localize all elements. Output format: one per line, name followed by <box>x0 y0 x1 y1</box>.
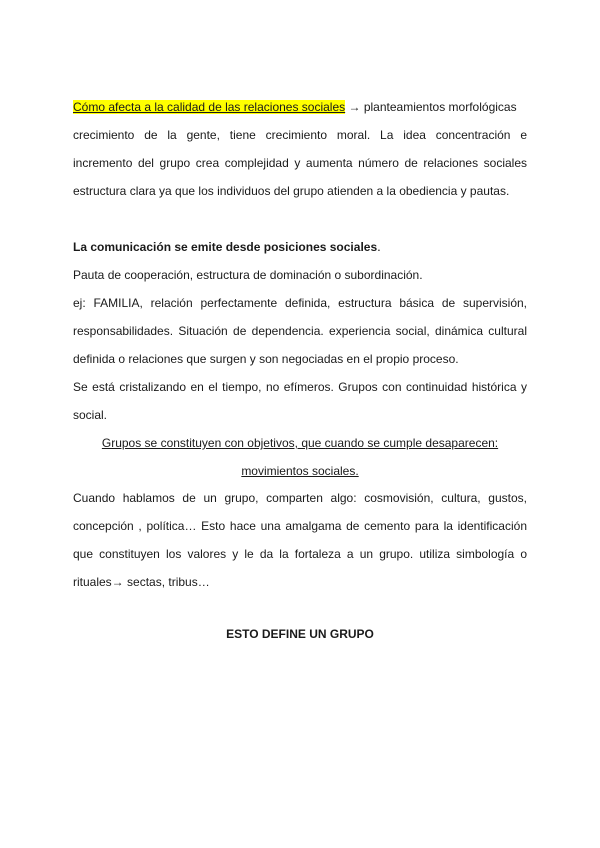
underlined-text: movimientos sociales. <box>241 464 359 478</box>
paragraph-line: rituales→ sectas, tribus… <box>73 575 210 589</box>
heading-period: . <box>377 239 381 254</box>
paragraph-grupo <box>73 484 527 596</box>
paragraph-relaciones <box>73 93 527 205</box>
centered-line <box>73 457 527 485</box>
line-text: → planteamientos morfológicas <box>348 100 517 114</box>
heading-text: La comunicación se emite desde posiciones sociales <box>73 240 378 254</box>
paragraph-line <box>73 93 527 121</box>
paragraph-line: estructura clara ya que los individuos del grupo atienden a la obediencia y pautas. <box>73 184 510 198</box>
closing-statement <box>73 620 527 648</box>
paragraph-line: social. <box>73 408 108 422</box>
centered-line <box>73 429 527 457</box>
paragraph-line: ej: FAMILIA, relación perfectamente definida, estructura básica de supervisión, <box>73 296 527 310</box>
paragraph-line: Cuando hablamos de un grupo, comparten algo: cosmovisión, cultura, gustos, <box>73 491 527 505</box>
underlined-text: Grupos se constituyen con objetivos, que cuando se cumple desaparecen: <box>101 436 499 450</box>
highlighted-heading: Cómo afecta a la calidad de las relaciones sociales <box>73 100 346 114</box>
centered-statement <box>73 429 527 485</box>
paragraph-line: que constituyen los valores y le da la fortaleza a un grupo. utiliza simbología o <box>73 547 527 561</box>
section-heading <box>73 233 527 261</box>
closing-heading: ESTO DEFINE UN GRUPO <box>226 627 374 641</box>
paragraph-line: Pauta de cooperación, estructura de dominación o subordinación. <box>73 268 423 282</box>
paragraph-line: responsabilidades. Situación de dependencia. experiencia social, dinámica cultural <box>73 324 527 338</box>
paragraph-line: crecimiento de la gente, tiene crecimiento moral. La idea concentración e <box>73 128 527 142</box>
paragraph-line: incremento del grupo crea complejidad y aumenta número de relaciones sociales <box>73 156 527 170</box>
paragraph-line: definida o relaciones que surgen y son negociadas en el propio proceso. <box>73 352 459 366</box>
paragraph-line: Se está cristalizando en el tiempo, no efímeros. Grupos con continuidad histórica y <box>73 380 527 394</box>
paragraph-line: concepción , política… Esto hace una amalgama de cemento para la identificación <box>73 519 527 533</box>
paragraph-comunicacion <box>73 233 527 429</box>
